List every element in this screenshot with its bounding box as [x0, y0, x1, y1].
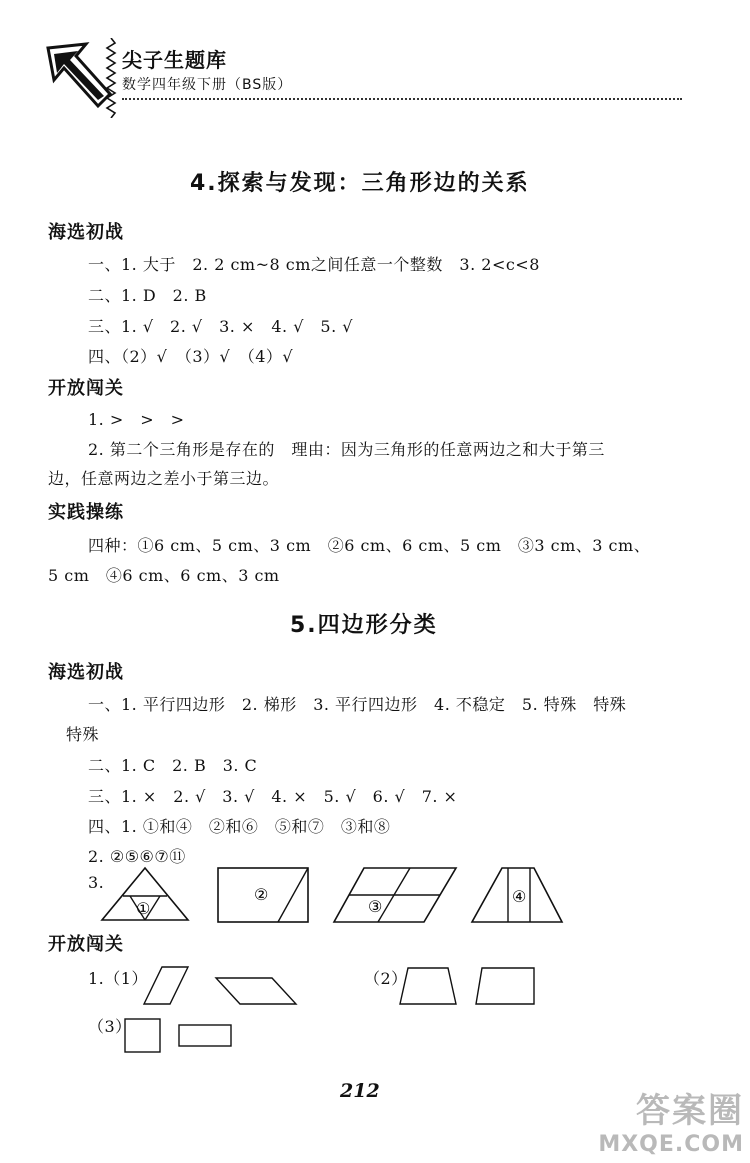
section-4-heading-1: 海选初战 [48, 222, 124, 243]
answer-line: 四、1. ①和④ ②和⑥ ⑤和⑦ ③和⑧ [88, 817, 391, 836]
header-divider [122, 98, 682, 100]
parallelogram-figure [332, 866, 458, 926]
square-drawing [122, 1016, 164, 1056]
figure-label: ④ [512, 887, 527, 906]
triangle-figure [100, 866, 190, 924]
trapezoid-figure [470, 866, 566, 926]
page-number: 212 [340, 1080, 380, 1102]
answer-line: 四、（2）√ （3）√ （4）√ [88, 347, 294, 366]
answer-line: 2. 第二个三角形是存在的 理由：因为三角形的任意两边之和大于第三 [88, 440, 605, 459]
trapezoid-drawing [472, 964, 540, 1008]
rectangle-figure [216, 866, 311, 926]
section-5-title: 5.四边形分类 [290, 613, 438, 638]
answer-line: 四种：①6 cm、5 cm、3 cm ②6 cm、6 cm、5 cm ③3 cm、3 cm、 [88, 536, 651, 555]
watermark [598, 1083, 744, 1157]
trapezoid-drawing [396, 964, 462, 1008]
answer-line: 特殊 [66, 725, 100, 744]
zigzag-divider-icon [105, 38, 117, 118]
watermark-logo-text: 答案圈 [636, 1091, 744, 1131]
figure-label: ① [136, 899, 151, 918]
book-subtitle: 数学四年级下册（BS版） [122, 77, 293, 93]
answer-line: 一、1. 大于 2. 2 cm~8 cm之间任意一个整数 3. 2<c<8 [88, 255, 540, 274]
section-5-heading-1: 海选初战 [48, 662, 124, 683]
answer-line: 三、1. √ 2. √ 3. × 4. √ 5. √ [88, 317, 353, 336]
rectangle-drawing [176, 1022, 234, 1050]
parallelogram-drawing [140, 964, 192, 1008]
answer-line: （3） [88, 1017, 132, 1036]
answer-line: 三、1. × 2. √ 3. √ 4. × 5. √ 6. √ 7. × [88, 787, 458, 806]
book-title: 尖子生题库 [122, 48, 227, 72]
answer-line: 2. ②⑤⑥⑦⑪ [88, 847, 186, 866]
section-4-heading-3: 实践操练 [48, 502, 124, 523]
answer-line: 1. > > > [88, 410, 185, 429]
answer-line: 二、1. C 2. B 3. C [88, 756, 258, 775]
section-4-heading-2: 开放闯关 [48, 378, 124, 399]
answer-line: 1.（1） [88, 969, 148, 988]
answer-line: 一、1. 平行四边形 2. 梯形 3. 平行四边形 4. 不稳定 5. 特殊 特殊 [88, 695, 627, 714]
answer-line: （2） [364, 969, 408, 988]
answer-line: 边，任意两边之差小于第三边。 [48, 469, 280, 488]
figure-label: ③ [368, 897, 383, 916]
answer-line: 5 cm ④6 cm、6 cm、3 cm [48, 566, 280, 585]
watermark-url: MXQE.COM [598, 1132, 744, 1157]
section-5-heading-2: 开放闯关 [48, 934, 124, 955]
section-4-title: 4.探索与发现：三角形边的关系 [190, 171, 530, 196]
parallelogram-drawing [212, 974, 302, 1008]
answer-line: 二、1. D 2. B [88, 286, 207, 305]
answer-line: 3. [88, 873, 105, 892]
figure-label: ② [254, 885, 269, 904]
